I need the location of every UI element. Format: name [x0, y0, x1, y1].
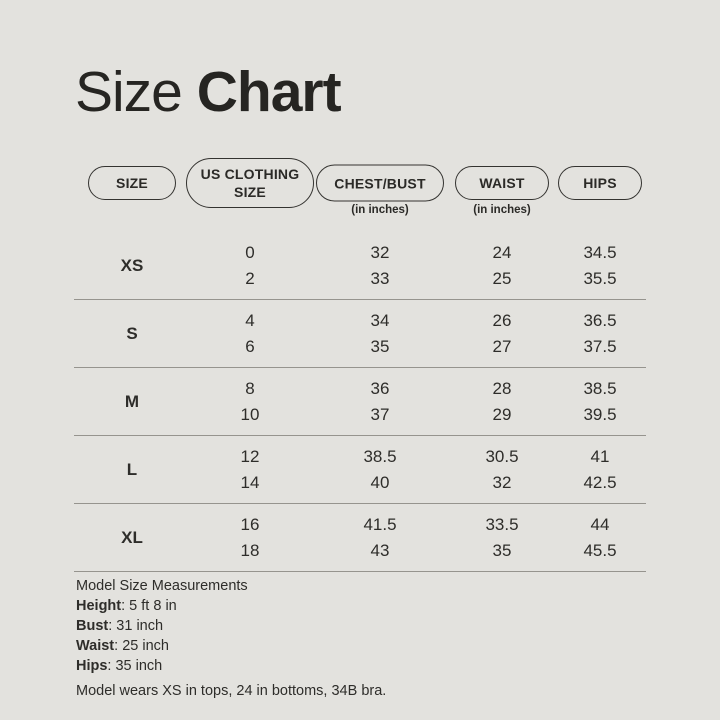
hips-value: 41 [590, 446, 610, 466]
table-row-m [74, 368, 646, 436]
hips-value: 45.5 [583, 540, 617, 560]
header-cell-size [74, 148, 190, 218]
chest-value: 37 [370, 404, 390, 424]
us-value: 8 [245, 378, 255, 398]
us-values-m [190, 376, 310, 428]
title-word-size: Size [75, 60, 182, 124]
measurement-height [76, 596, 386, 616]
waist-value: 24 [492, 242, 512, 262]
table-row-xs [74, 232, 646, 300]
header-cell-us-clothing-size [190, 148, 310, 218]
header-label-waist: WAIST [479, 175, 525, 191]
header-label-hips: HIPS [583, 175, 617, 191]
waist-value: 27 [492, 336, 512, 356]
footer-heading: Model Size Measurements [76, 578, 248, 594]
measurement-value: : 5 ft 8 in [121, 598, 177, 614]
hips-value: 36.5 [583, 310, 617, 330]
chest-value: 40 [370, 472, 390, 492]
chest-bust-header-pill [316, 165, 444, 202]
waist-value: 28 [492, 378, 512, 398]
size-label-s: S [126, 323, 138, 343]
waist-value: 30.5 [485, 446, 519, 466]
hips-value: 44 [590, 514, 610, 534]
hips-value: 39.5 [583, 404, 617, 424]
header-label-chest-bust: CHEST/BUST [334, 175, 426, 191]
chest-values-l [310, 444, 450, 496]
hips-value: 42.5 [583, 472, 617, 492]
table-row-s [74, 300, 646, 368]
us-value: 12 [240, 446, 260, 466]
us-values-l [190, 444, 310, 496]
header-subnote-waist: (in inches) [473, 204, 531, 216]
waist-header-pill [455, 166, 549, 200]
chest-value: 38.5 [363, 446, 397, 466]
size-header-pill [88, 166, 176, 200]
waist-value: 32 [492, 472, 512, 492]
model-measurements-footer [76, 576, 386, 701]
chest-values-s [310, 308, 450, 360]
us-value: 16 [240, 514, 260, 534]
hips-values-m [554, 376, 646, 428]
model-wears-note: Model wears XS in tops, 24 in bottoms, 34B bra. [76, 683, 387, 699]
table-row-l [74, 436, 646, 504]
table-row-xl [74, 504, 646, 572]
waist-value: 35 [492, 540, 512, 560]
measurement-label: Hips [76, 658, 108, 674]
hips-values-l [554, 444, 646, 496]
waist-value: 29 [492, 404, 512, 424]
measurement-label: Height [76, 598, 122, 614]
size-label-l: L [126, 459, 138, 479]
header-cell-waist [450, 148, 554, 218]
measurement-bust [76, 616, 386, 636]
us-value: 18 [240, 540, 260, 560]
header-cell-hips [554, 148, 646, 218]
hips-values-xs [554, 240, 646, 292]
page-title [75, 62, 341, 122]
us-values-s [190, 308, 310, 360]
measurement-value: : 35 inch [107, 658, 163, 674]
measurement-hips [76, 656, 386, 676]
chest-value: 33 [370, 268, 390, 288]
us-value: 14 [240, 472, 260, 492]
header-label-us-clothing-size: US CLOTHING SIZE [200, 166, 300, 200]
waist-value: 26 [492, 310, 512, 330]
hips-value: 38.5 [583, 378, 617, 398]
chest-value: 43 [370, 540, 390, 560]
chest-values-m [310, 376, 450, 428]
title-word-chart: Chart [196, 60, 341, 124]
chest-value: 34 [370, 310, 390, 330]
hips-values-s [554, 308, 646, 360]
hips-values-xl [554, 512, 646, 564]
us-values-xl [190, 512, 310, 564]
waist-values-xs [450, 240, 554, 292]
waist-values-xl [450, 512, 554, 564]
chest-value: 36 [370, 378, 390, 398]
us-value: 4 [245, 310, 255, 330]
waist-values-m [450, 376, 554, 428]
size-label-xs: XS [120, 255, 144, 275]
waist-values-l [450, 444, 554, 496]
hips-value: 37.5 [583, 336, 617, 356]
chest-value: 35 [370, 336, 390, 356]
hips-value: 34.5 [583, 242, 617, 262]
us-clothing-size-header-pill [186, 158, 314, 208]
measurement-waist [76, 636, 386, 656]
waist-value: 25 [492, 268, 512, 288]
chest-value: 41.5 [363, 514, 397, 534]
header-cell-chest-bust [310, 148, 450, 218]
measurement-value: : 31 inch [108, 618, 164, 634]
us-value: 0 [245, 242, 255, 262]
size-label-m: M [124, 391, 140, 411]
us-value: 10 [240, 404, 260, 424]
measurement-value: : 25 inch [114, 638, 169, 654]
header-label-size: SIZE [116, 175, 148, 191]
size-label-xl: XL [121, 527, 143, 547]
measurement-label: Waist [76, 638, 115, 654]
us-value: 6 [245, 336, 255, 356]
chest-values-xs [310, 240, 450, 292]
table-header-row [74, 148, 646, 218]
table-body [74, 232, 646, 572]
chest-values-xl [310, 512, 450, 564]
us-value: 2 [245, 268, 255, 288]
header-subnote-chest-bust: (in inches) [351, 204, 409, 216]
hips-value: 35.5 [583, 268, 617, 288]
chest-value: 32 [370, 242, 390, 262]
waist-values-s [450, 308, 554, 360]
waist-value: 33.5 [485, 514, 519, 534]
hips-header-pill [558, 166, 642, 200]
measurement-label: Bust [76, 618, 109, 634]
size-chart-table [74, 148, 646, 572]
us-values-xs [190, 240, 310, 292]
